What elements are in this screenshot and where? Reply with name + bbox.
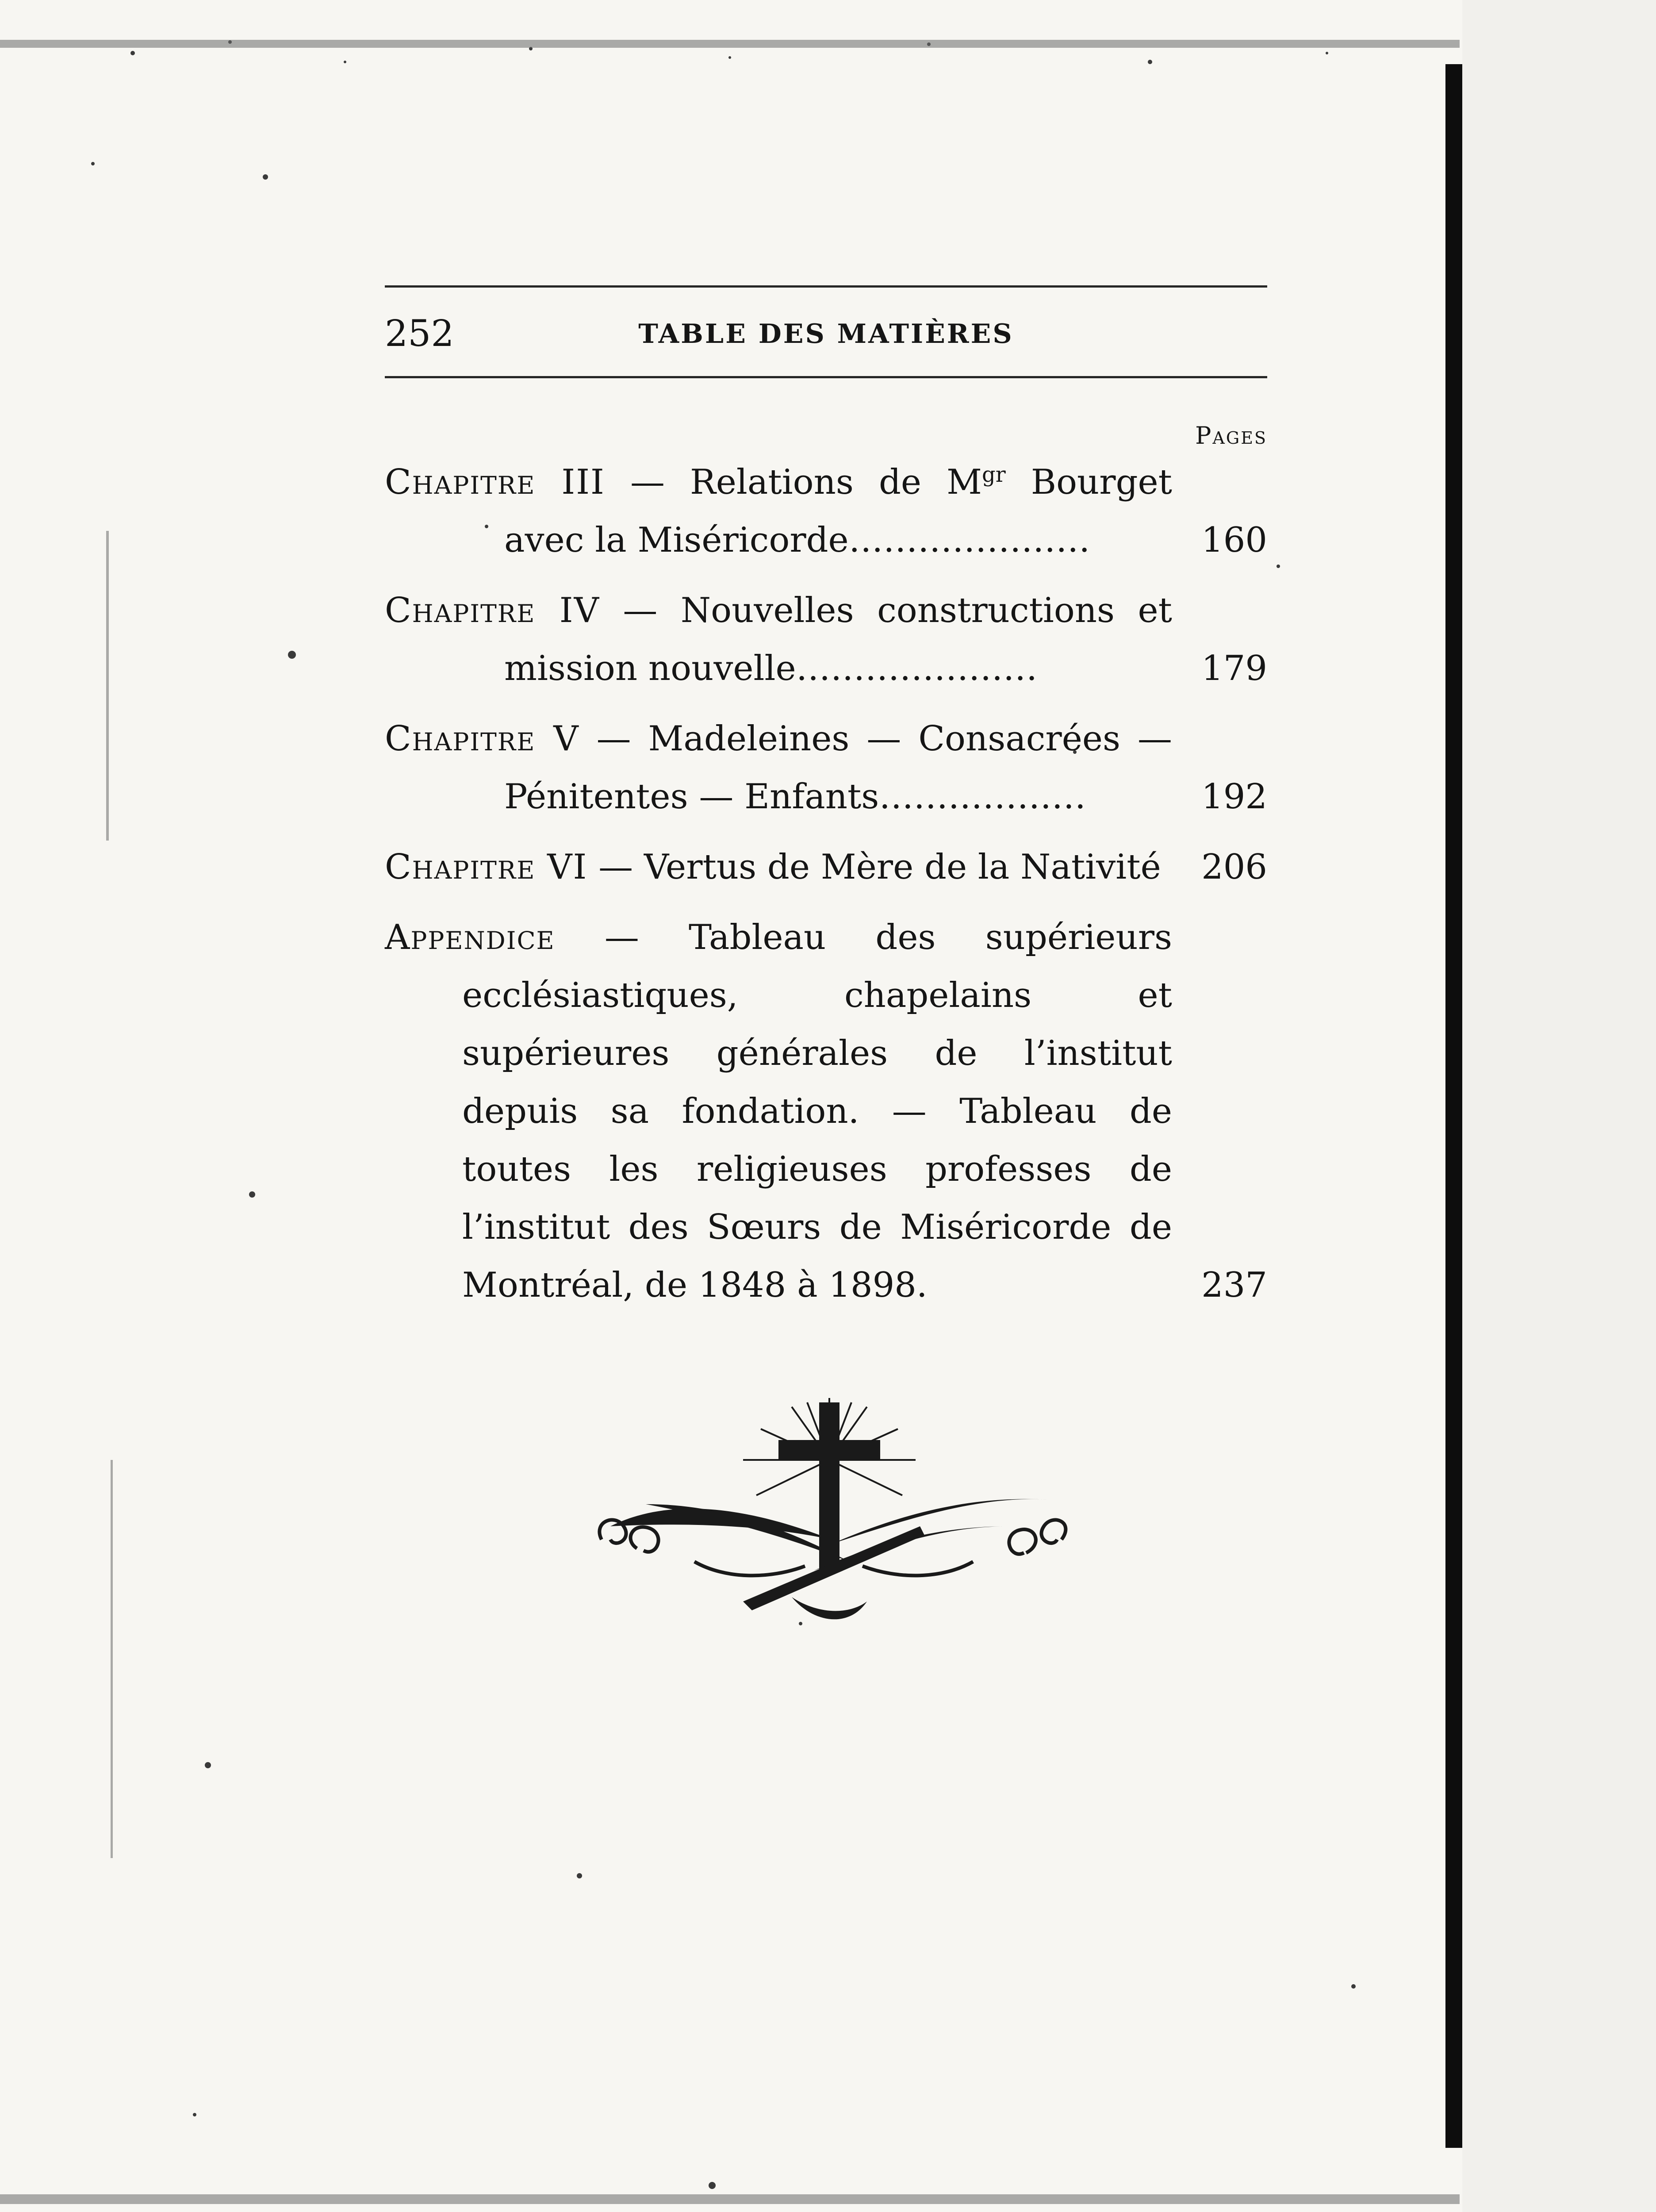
toc-page-number: 179: [1201, 649, 1267, 688]
toc-entry-chapitre-vi: [385, 838, 1267, 896]
chapter-label: Chapitre IV: [385, 591, 600, 630]
chapter-label: Chapitre V: [385, 719, 579, 759]
adjacent-page-margin: [1462, 0, 1656, 2212]
page-number: 252: [385, 313, 454, 355]
toc-entry-text: [385, 582, 1172, 698]
toc-entry-text: [385, 909, 1172, 1314]
chapter-label: Chapitre III: [385, 462, 605, 502]
appendix-label: Appendice: [385, 918, 555, 957]
toc-entry-text: [385, 453, 1172, 569]
toc-entry-chapitre-iv: [385, 582, 1267, 698]
header-rule-top: [385, 285, 1267, 288]
chapter-label: Chapitre VI: [385, 847, 588, 887]
toc-entry-text: [385, 838, 1172, 896]
toc-page-number: 237: [1201, 1265, 1267, 1305]
toc-page-number: 206: [1201, 847, 1267, 887]
chapter-title: — Nouvelles constructions et mission nouvelle: [504, 591, 1172, 688]
table-of-contents: [385, 453, 1267, 1327]
toc-entry-chapitre-iii: [385, 453, 1267, 569]
toc-entry-chapitre-v: [385, 710, 1267, 826]
running-head: [385, 310, 1267, 358]
chapter-title-part: — Relations de M: [630, 462, 982, 502]
chapter-title: — Madeleines — Consacrées — Pénitentes — Enfants: [504, 719, 1173, 817]
toc-page-number: 160: [1201, 520, 1267, 560]
dot-leaders: …………………: [796, 649, 1038, 688]
toc-page-number: 192: [1201, 777, 1267, 817]
appendix-title: — Tableau des supérieurs ecclésiastiques, chapelains et supérieures générales de l’institut depuis sa fondation. — Tableau de toutes les religieuses professes de l’institut des Sœurs de Miséricorde de Montréal, de 1848 à 1898.: [462, 918, 1173, 1305]
header-rule-bottom: [385, 376, 1267, 378]
dot-leaders: ………………: [879, 777, 1086, 817]
page-edge-shadow: [1445, 64, 1462, 2148]
toc-entry-text: [385, 710, 1172, 826]
chapter-title: — Vertus de Mère de la Nativité: [598, 847, 1161, 887]
toc-entry-appendice: [385, 909, 1267, 1314]
cross-with-quills-ornament-icon: [584, 1394, 1084, 1641]
dot-leaders: …………………: [848, 520, 1090, 560]
pages-column-label: Pages: [1195, 422, 1267, 449]
title-superscript: gr: [982, 462, 1006, 487]
chapter-title-part: Bourget avec la Miséricorde: [504, 462, 1173, 560]
running-title: TABLE DES MATIÈRES: [638, 319, 1014, 349]
